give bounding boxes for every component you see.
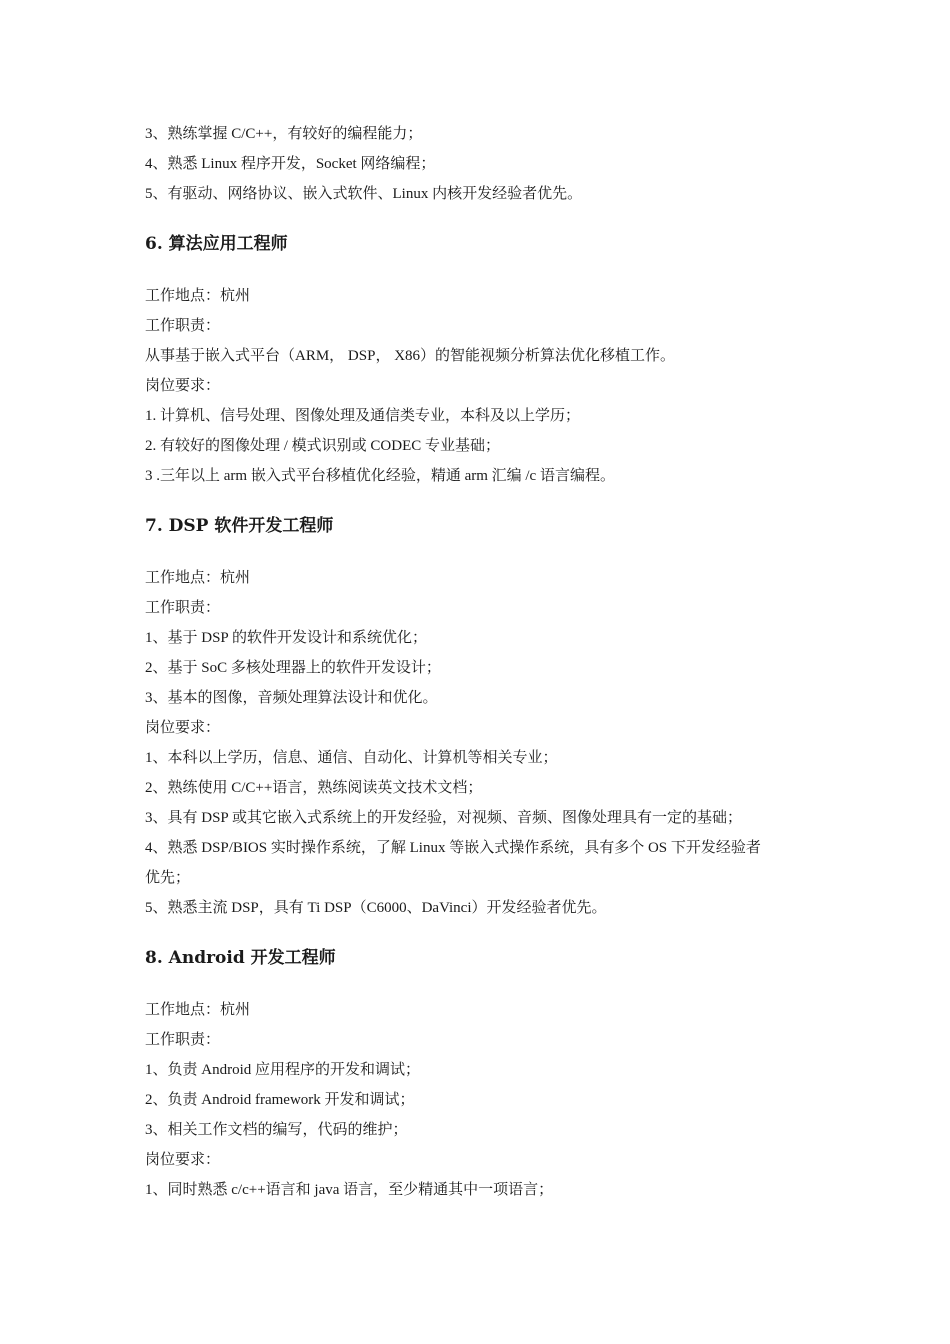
duty-line: 2、负责 Android framework 开发和调试； [145, 1092, 415, 1108]
duty-line: 3、基本的图像，音频处理算法设计和优化。 [145, 690, 438, 706]
section-algorithm-engineer [145, 232, 815, 486]
duties-label: 工作职责： [145, 318, 221, 334]
requirement-line: 1、同时熟悉 c/c++语言和 java 语言，至少精通其中一项语言； [145, 1182, 554, 1198]
intro-line-3: 3、熟练掌握 C/C++，有较好的编程能力； [145, 126, 423, 142]
duty-line: 从事基于嵌入式平台（ARM， DSP， X86）的智能视频分析算法优化移植工作。 [145, 348, 676, 364]
requirement-line: 5、熟悉主流 DSP，具有 Ti DSP（C6000、DaVinci）开发经验者优先。 [145, 900, 607, 916]
requirements-label: 岗位要求： [145, 378, 221, 394]
requirements-label: 岗位要求： [145, 1152, 221, 1168]
section-dsp-engineer [145, 514, 815, 918]
requirement-line: 1、本科以上学历，信息、通信、自动化、计算机等相关专业； [145, 750, 558, 766]
work-location: 工作地点：杭州 [145, 1002, 251, 1018]
duty-line: 2、基于 SoC 多核处理器上的软件开发设计； [145, 660, 441, 676]
requirement-line: 3 .三年以上 arm 嵌入式平台移植优化经验，精通 arm 汇编 /c 语言编程。 [145, 468, 615, 484]
section-title: 6. 算法应用工程师 [145, 234, 288, 254]
requirement-line-continued: 优先； [145, 870, 191, 886]
section-title: 8. Android 开发工程师 [145, 948, 336, 968]
requirement-line: 2、熟练使用 C/C++语言，熟练阅读英文技术文档； [145, 780, 483, 796]
section-title: 7. DSP 软件开发工程师 [145, 516, 334, 536]
document-content [145, 124, 815, 1200]
intro-line-5: 5、有驱动、网络协议、嵌入式软件、Linux 内核开发经验者优先。 [145, 186, 583, 202]
requirement-line: 1. 计算机、信号处理、图像处理及通信类专业，本科及以上学历； [145, 408, 581, 424]
work-location: 工作地点：杭州 [145, 288, 251, 304]
duty-line: 1、负责 Android 应用程序的开发和调试； [145, 1062, 420, 1078]
requirement-line: 4、熟悉 DSP/BIOS 实时操作系统，了解 Linux 等嵌入式操作系统，具有多个 OS 下开发经验者 [145, 840, 761, 856]
section-android-engineer [145, 946, 815, 1200]
intro-line-4: 4、熟悉 Linux 程序开发，Socket 网络编程； [145, 156, 436, 172]
requirement-line: 3、具有 DSP 或其它嵌入式系统上的开发经验，对视频、音频、图像处理具有一定的基础； [145, 810, 742, 826]
duty-line: 3、相关工作文档的编写，代码的维护； [145, 1122, 408, 1138]
requirements-label: 岗位要求： [145, 720, 221, 736]
requirement-line: 2. 有较好的图像处理 / 模式识别或 CODEC 专业基础； [145, 438, 501, 454]
intro-block [145, 124, 815, 204]
duties-label: 工作职责： [145, 600, 221, 616]
duties-label: 工作职责： [145, 1032, 221, 1048]
work-location: 工作地点：杭州 [145, 570, 251, 586]
duty-line: 1、基于 DSP 的软件开发设计和系统优化； [145, 630, 427, 646]
